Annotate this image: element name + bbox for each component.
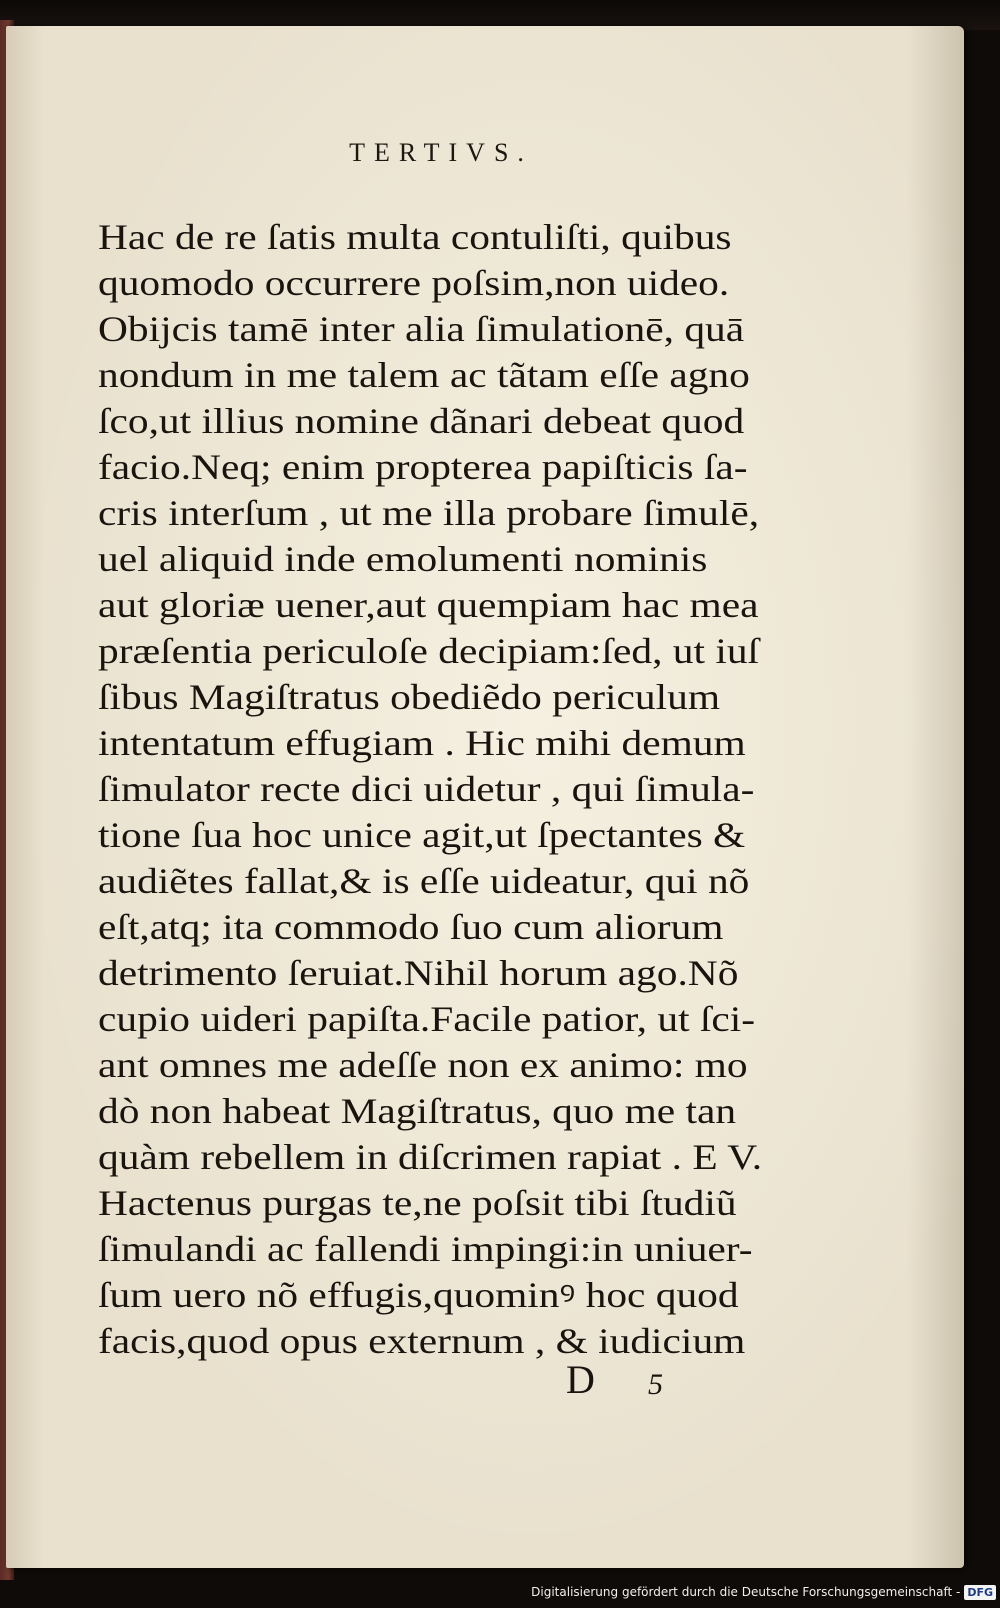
text-line: intentatum effugiam . Hic mihi demum bbox=[98, 723, 746, 763]
text-line: cris interſum , ut me illa probare ſimulē, bbox=[98, 493, 760, 533]
text-line: aut gloriæ uener,aut quempiam hac mea bbox=[98, 585, 759, 625]
text-line: dò non habeat Magiſtratus, quo me tan bbox=[98, 1091, 737, 1131]
text-line: eſt,atq; ita commodo ſuo cum aliorum bbox=[98, 907, 724, 947]
text-line: ſco,ut illius nomine dãnari debeat quod bbox=[98, 401, 745, 441]
text-line: nondum in me talem ac tãtam eſſe agno bbox=[98, 355, 750, 395]
signature-number: 5 bbox=[648, 1368, 663, 1401]
text-line: quomodo occurrere poſsim,non uideo. bbox=[98, 263, 730, 303]
digitization-credit bbox=[531, 1580, 996, 1604]
text-line: ſum uero nõ effugis,quominꝰ hoc quod bbox=[98, 1275, 739, 1315]
text-line: præſentia periculoſe decipiam:ſed, ut iuſ bbox=[98, 631, 760, 671]
text-line: ſimulator recte dici uidetur , qui ſimula- bbox=[98, 769, 755, 809]
credit-text: Digitalisierung gefördert durch die Deutsche Forschungsgemeinschaft - bbox=[531, 1585, 961, 1599]
text-line: Hac de re ſatis multa contuliſti, quibus bbox=[98, 217, 732, 257]
text-line: cupio uideri papiſta.Facile patior, ut ſci- bbox=[98, 999, 756, 1039]
text-line: ant omnes me adeſſe non ex animo: mo bbox=[98, 1045, 748, 1085]
text-line: ſibus Magiſtratus obediẽdo periculum bbox=[98, 677, 721, 717]
running-head: TERTIVS. bbox=[349, 138, 533, 167]
text-line: Hactenus purgas te,ne poſsit tibi ſtudiũ bbox=[98, 1183, 737, 1223]
text-line: audiẽtes fallat,& is eſſe uideatur, qui nõ bbox=[98, 861, 750, 901]
text-line: Obijcis tamē inter alia ſimulationē, quā bbox=[98, 309, 745, 349]
text-line: tione ſua hoc unice agit,ut ſpectantes & bbox=[98, 815, 746, 855]
body-text bbox=[98, 214, 788, 1364]
text-line: ſimulandi ac fallendi impingi:in uniuer- bbox=[98, 1229, 753, 1269]
text-line: uel aliquid inde emolumenti nominis bbox=[98, 539, 708, 579]
text-line: detrimento ſeruiat.Nihil horum ago.Nõ bbox=[98, 953, 739, 993]
text-line: facis,quod opus externum , & iudicium bbox=[98, 1321, 746, 1361]
paper-page bbox=[6, 26, 964, 1568]
text-line: facio.Neq; enim propterea papiſticis ſa- bbox=[98, 447, 748, 487]
dfg-logo: DFG bbox=[964, 1585, 996, 1600]
signature-mark: D bbox=[566, 1357, 595, 1402]
text-line: quàm rebellem in diſcrimen rapiat . E V. bbox=[98, 1137, 763, 1177]
